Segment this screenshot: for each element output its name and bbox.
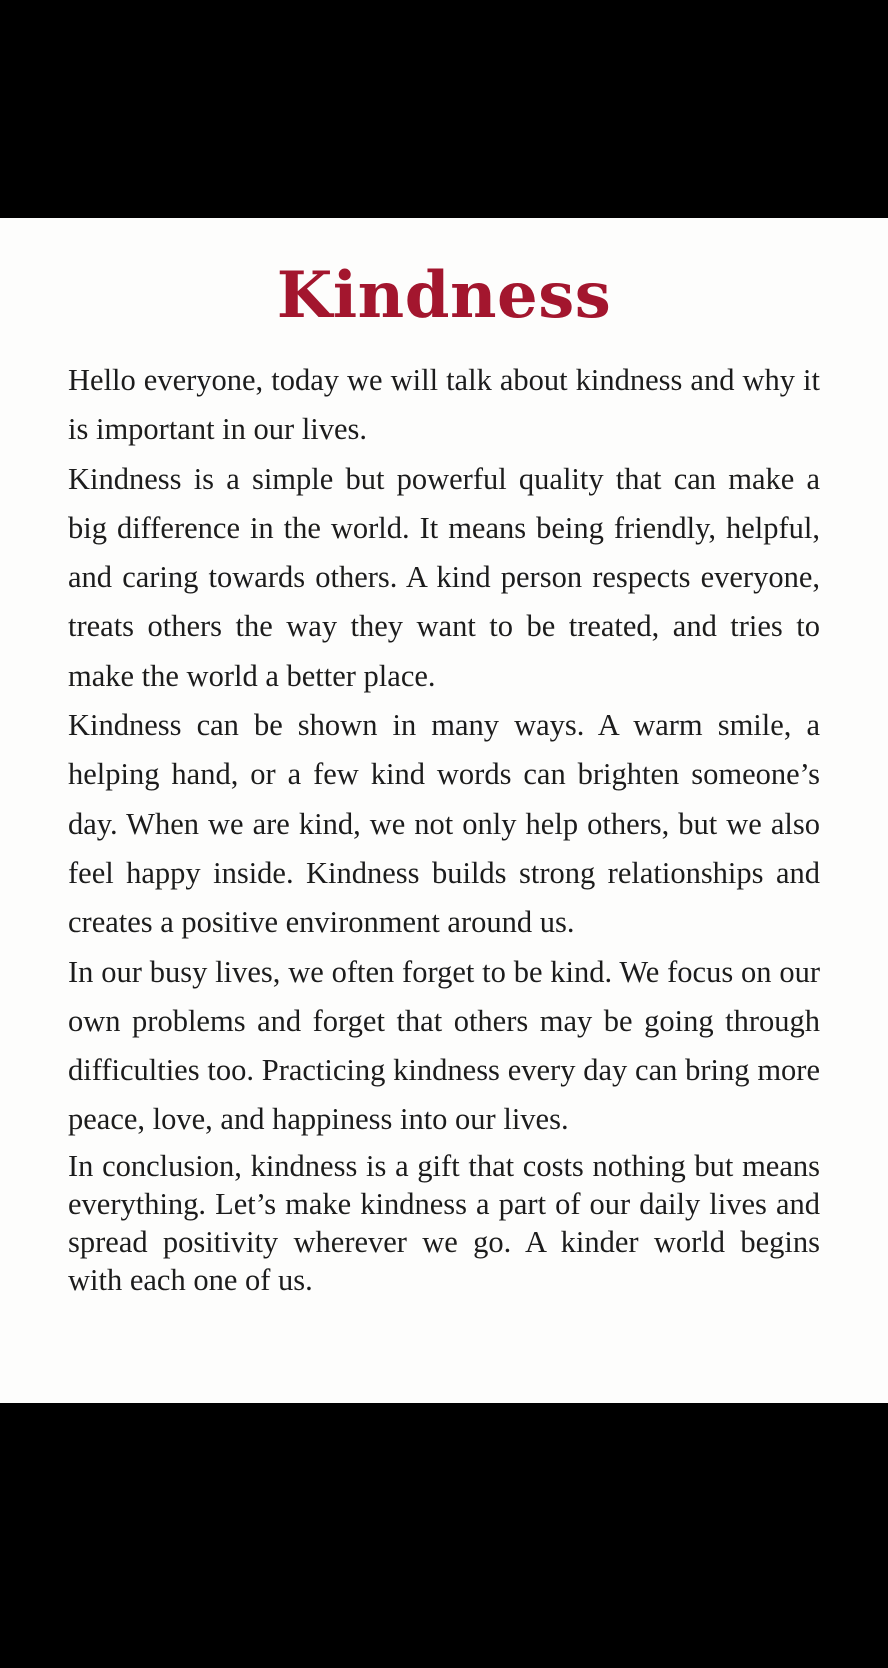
paragraph-ways: Kindness can be shown in many ways. A warm smile, a helping hand, or a few kind words can brighten someone’s day. When we are kind, we not only help others, but we also feel happy inside. Kindness builds strong relationships and creates a positive environment around us.	[68, 708, 820, 940]
paragraph-conclusion: In conclusion, kindness is a gift that costs nothing but means everything. Let’s make kindness a part of our daily lives and spread positivity wherever we go. A kinder world begins with each one of us.	[68, 1148, 820, 1297]
document-body	[68, 356, 820, 1299]
document-title: Kindness	[276, 258, 612, 333]
paragraph-intro: Hello everyone, today we will talk about kindness and why it is important in our lives.	[68, 363, 820, 447]
paragraph-definition: Kindness is a simple but powerful quality that can make a big difference in the world. It means being friendly, helpful, and caring towards others. A kind person respects everyone, treats others the way they want to be treated, and tries to make the world a better place.	[68, 461, 820, 693]
document-page	[0, 218, 888, 1403]
paragraph-busy-lives: In our busy lives, we often forget to be kind. We focus on our own problems and forget that others may be going through difficulties too. Practicing kindness every day can bring more peace, love, and happiness into our lives.	[68, 954, 820, 1137]
